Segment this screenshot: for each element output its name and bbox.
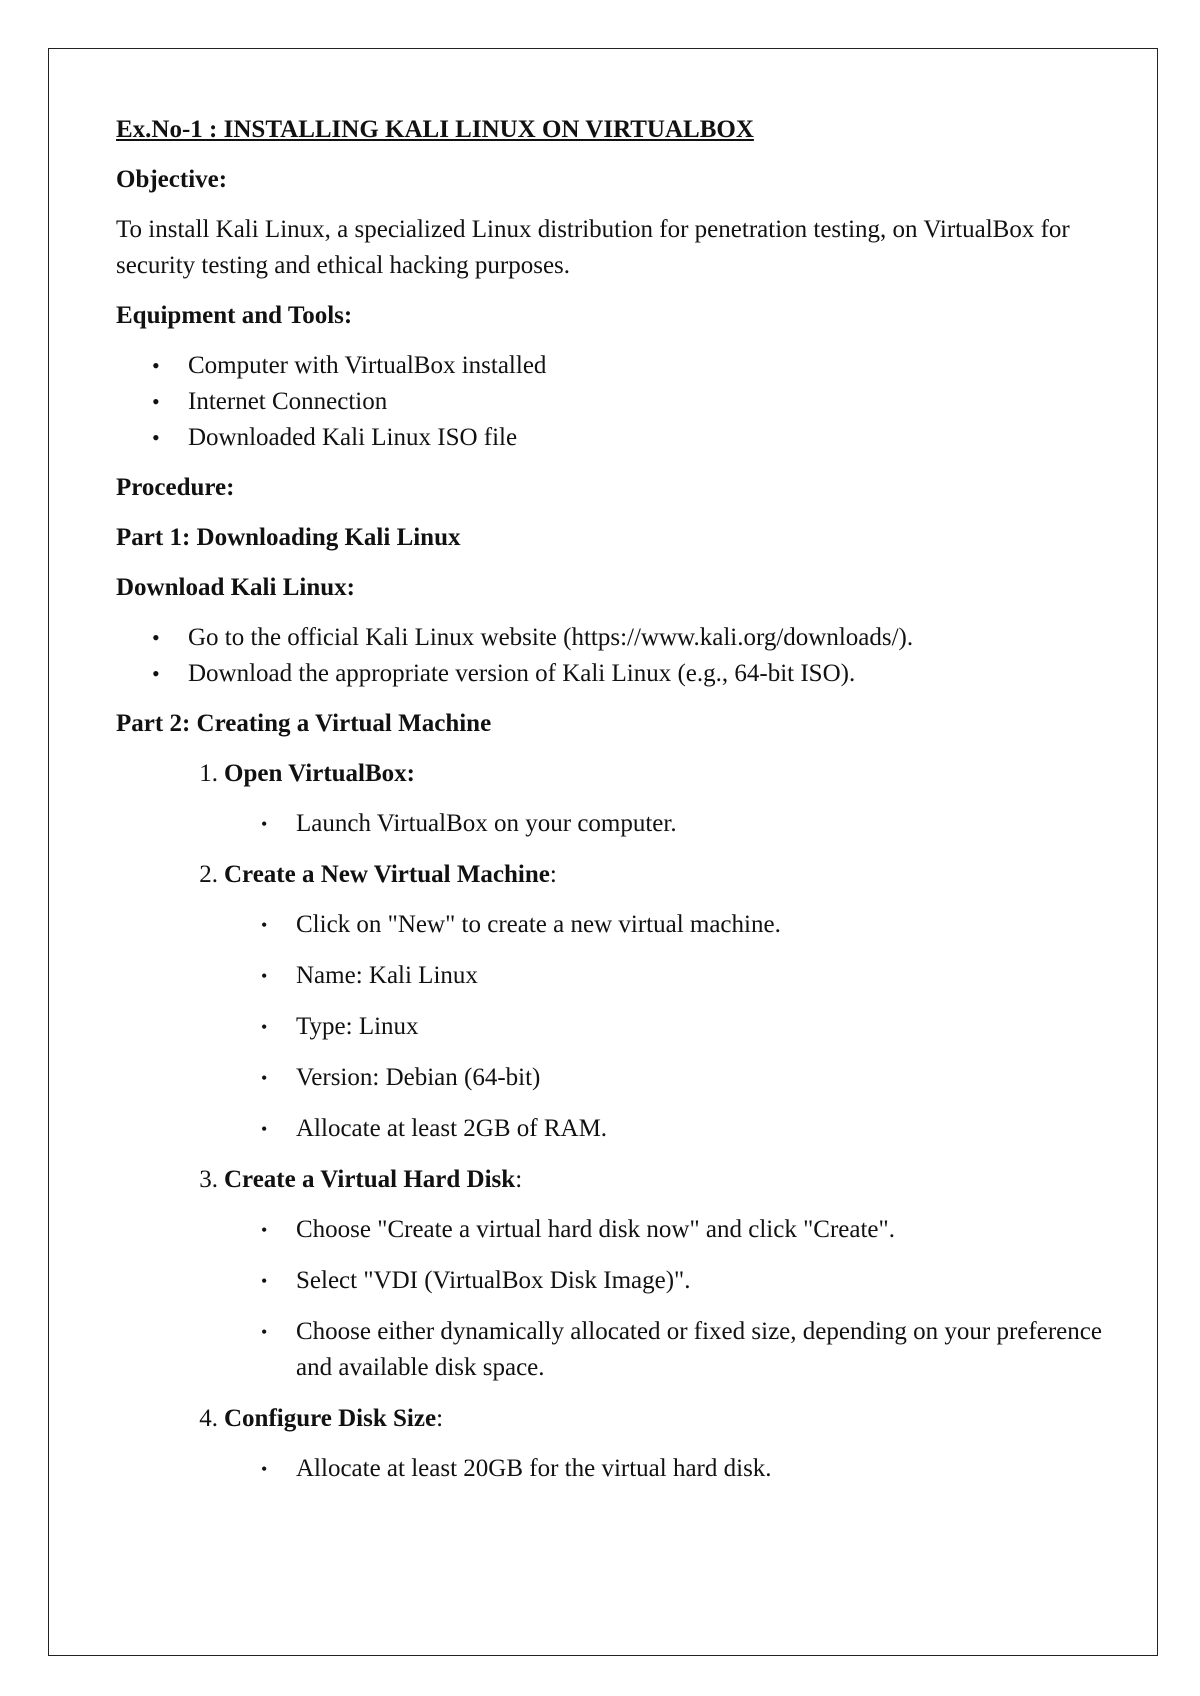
download-heading: Download Kali Linux: xyxy=(116,574,355,601)
objective-heading: Objective: xyxy=(116,166,228,193)
list-item: • Choose either dynamically allocated or fixed size, depending on your preference and available disk space. xyxy=(296,1314,1106,1386)
step-2 xyxy=(199,857,1106,1147)
list-item: • Downloaded Kali Linux ISO file xyxy=(188,420,1106,456)
equipment-list xyxy=(116,348,1106,456)
list-item: • Allocate at least 2GB of RAM. xyxy=(296,1111,1106,1147)
list-item: • Download the appropriate version of Kali Linux (e.g., 64-bit ISO). xyxy=(188,656,1106,692)
procedure-heading: Procedure: xyxy=(116,474,235,501)
step-1 xyxy=(199,756,1106,842)
step-title: Configure Disk Size xyxy=(224,1405,437,1432)
step-2-items xyxy=(224,907,1106,1147)
list-item: • Launch VirtualBox on your computer. xyxy=(296,806,1106,842)
equipment-heading: Equipment and Tools: xyxy=(116,302,353,329)
step-number: 1. xyxy=(199,760,218,787)
step-title: Create a Virtual Hard Disk xyxy=(224,1166,516,1193)
step-4-items xyxy=(224,1451,1106,1487)
part1-heading: Part 1: Downloading Kali Linux xyxy=(116,524,461,551)
list-item: • Name: Kali Linux xyxy=(296,958,1106,994)
step-4 xyxy=(199,1401,1106,1487)
list-item: • Click on "New" to create a new virtual machine. xyxy=(296,907,1106,943)
list-item: • Go to the official Kali Linux website (https://www.kali.org/downloads/). xyxy=(188,620,1106,656)
objective-text: To install Kali Linux, a specialized Linux distribution for penetration testing, on VirtualBox for security testing and ethical hacking purposes. xyxy=(116,216,1070,279)
list-item: • Computer with VirtualBox installed xyxy=(188,348,1106,384)
step-number: 4. xyxy=(199,1405,218,1432)
step-1-items xyxy=(224,806,1106,842)
step-title: Create a New Virtual Machine xyxy=(224,861,550,888)
list-item: • Allocate at least 20GB for the virtual hard disk. xyxy=(296,1451,1106,1487)
steps-list xyxy=(116,756,1106,1487)
document-body xyxy=(116,112,1106,1502)
list-item: • Version: Debian (64-bit) xyxy=(296,1060,1106,1096)
step-title: Open VirtualBox: xyxy=(224,760,415,787)
part2-heading: Part 2: Creating a Virtual Machine xyxy=(116,710,492,737)
list-item: • Choose "Create a virtual hard disk now" and click "Create". xyxy=(296,1212,1106,1248)
step-3 xyxy=(199,1162,1106,1386)
step-3-items xyxy=(224,1212,1106,1386)
step-title-suffix: : xyxy=(549,861,557,888)
step-title-suffix: : xyxy=(436,1405,444,1432)
step-title-suffix: : xyxy=(515,1166,523,1193)
list-item: • Select "VDI (VirtualBox Disk Image)". xyxy=(296,1263,1106,1299)
step-number: 3. xyxy=(199,1166,218,1193)
step-number: 2. xyxy=(199,861,218,888)
list-item: • Internet Connection xyxy=(188,384,1106,420)
list-item: • Type: Linux xyxy=(296,1009,1106,1045)
page-title: Ex.No-1 : INSTALLING KALI LINUX ON VIRTUALBOX xyxy=(116,116,754,143)
download-list xyxy=(116,620,1106,692)
